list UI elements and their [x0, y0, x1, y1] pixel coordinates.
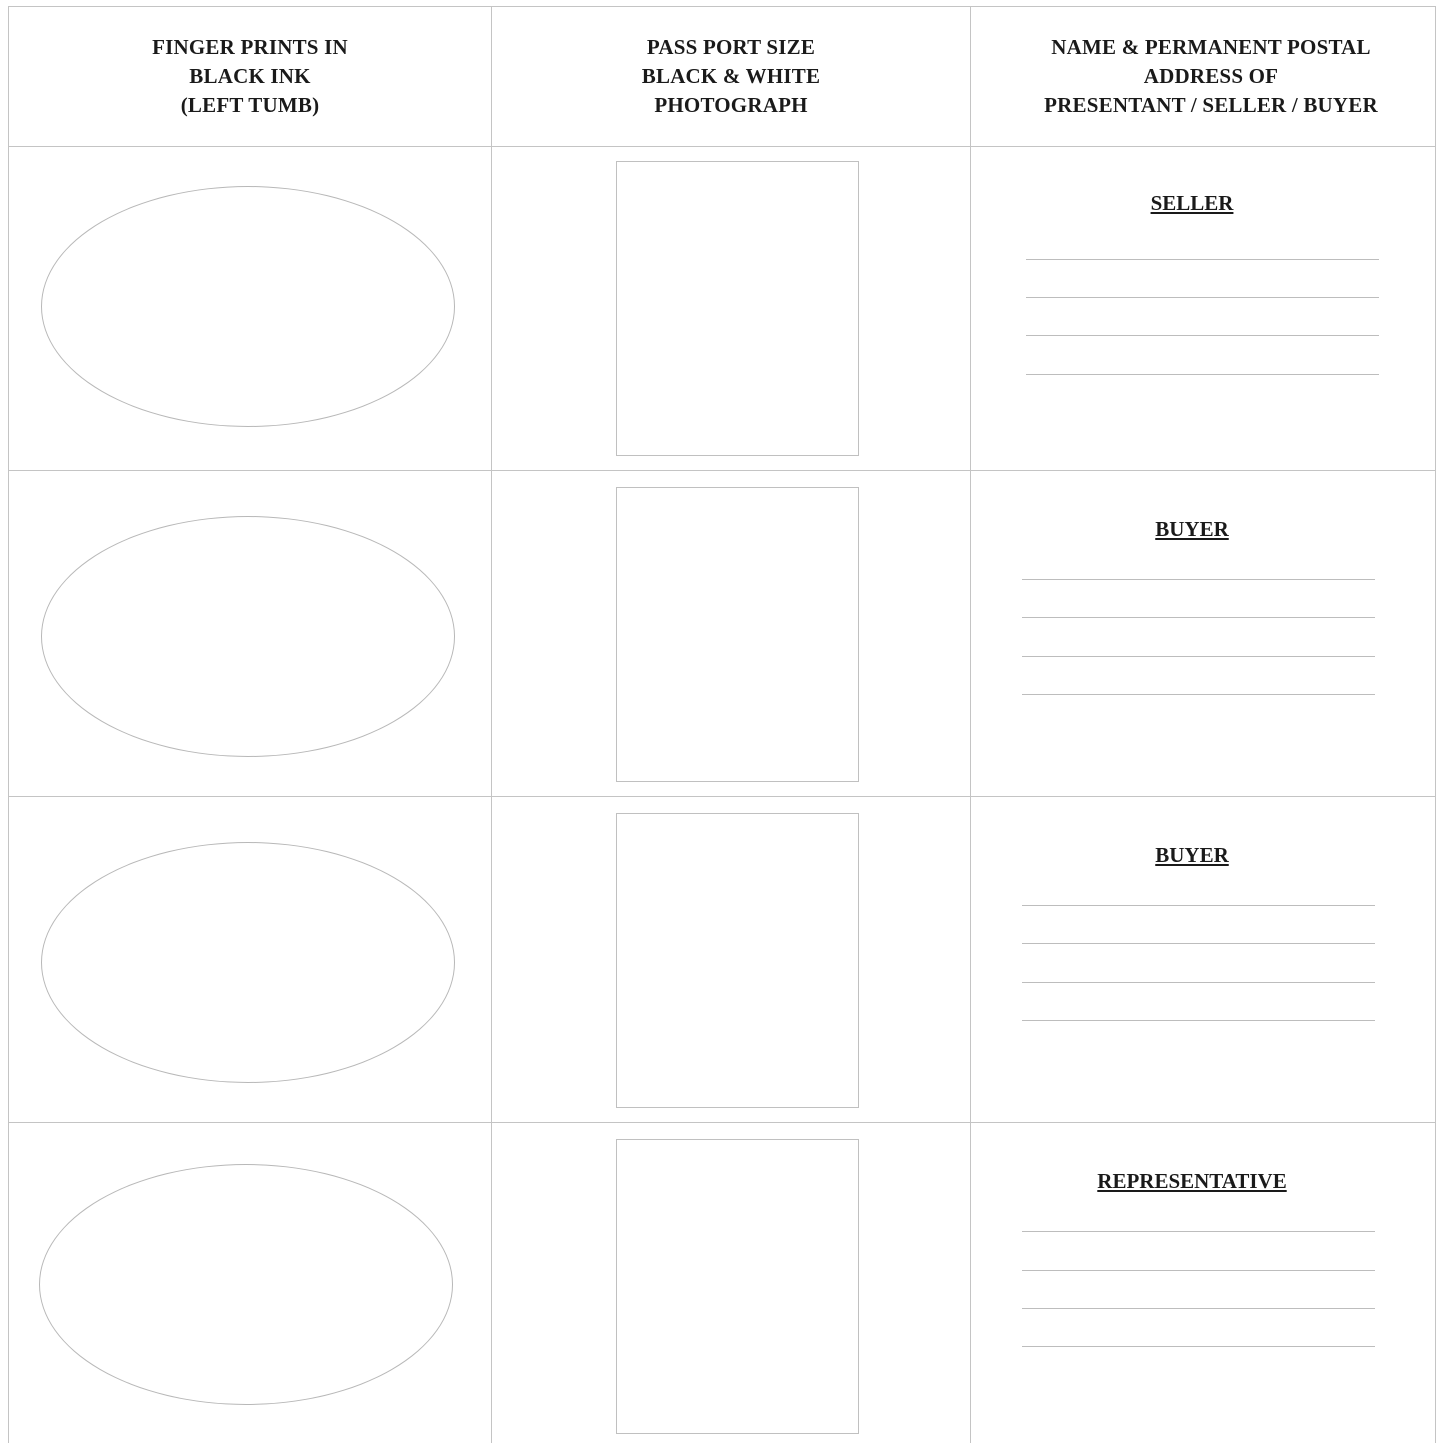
address-line — [1022, 1346, 1375, 1347]
thumb-impression-oval — [41, 842, 455, 1083]
address-line — [1022, 1308, 1375, 1309]
address-line — [1022, 694, 1375, 695]
table-border-left — [8, 6, 9, 1443]
address-line — [1022, 579, 1375, 580]
row-divider-2 — [8, 796, 1436, 797]
header-finger-prints — [9, 6, 491, 146]
address-line — [1022, 1270, 1375, 1271]
photograph-box — [616, 813, 859, 1108]
header-photograph-line-1: PASS PORT SIZE — [646, 34, 816, 59]
column-divider-2 — [970, 6, 971, 1443]
address-line — [1022, 1231, 1375, 1232]
address-line — [1026, 259, 1379, 260]
header-photograph-line-3: PHOTOGRAPH — [654, 92, 808, 117]
role-label-representative: REPRESENTATIVE — [1097, 1169, 1287, 1193]
header-finger-prints-line-1: FINGER PRINTS IN — [152, 34, 348, 59]
header-finger-prints-line-3: (LEFT TUMB) — [180, 92, 320, 117]
column-divider-1 — [491, 6, 492, 1443]
address-line — [1022, 1020, 1375, 1021]
address-line — [1022, 656, 1375, 657]
address-line — [1022, 943, 1375, 944]
address-line — [1026, 335, 1379, 336]
thumb-impression-oval — [41, 186, 455, 427]
header-name-address-line-3: PRESENTANT / SELLER / BUYER — [1044, 92, 1378, 117]
thumb-impression-oval — [41, 516, 455, 757]
header-photograph-line-2: BLACK & WHITE — [641, 63, 821, 88]
photograph-box — [616, 1139, 859, 1434]
header-name-address-line-2: ADDRESS OF — [1143, 63, 1279, 88]
role-label-buyer: BUYER — [1155, 517, 1229, 541]
header-divider — [8, 146, 1436, 147]
address-line — [1022, 982, 1375, 983]
header-name-address — [971, 6, 1441, 146]
role-label-buyer: BUYER — [1155, 843, 1229, 867]
address-line — [1022, 617, 1375, 618]
role-label-seller: SELLER — [1150, 191, 1234, 215]
header-name-address-line-1: NAME & PERMANENT POSTAL — [1051, 34, 1371, 59]
photograph-box — [616, 161, 859, 456]
address-line — [1022, 905, 1375, 906]
header-finger-prints-line-2: BLACK INK — [189, 63, 311, 88]
thumb-impression-oval — [39, 1164, 453, 1405]
photograph-box — [616, 487, 859, 782]
address-line — [1026, 297, 1379, 298]
header-photograph — [492, 6, 970, 146]
table-border-right — [1435, 6, 1436, 1443]
row-divider-1 — [8, 470, 1436, 471]
row-divider-3 — [8, 1122, 1436, 1123]
address-line — [1026, 374, 1379, 375]
